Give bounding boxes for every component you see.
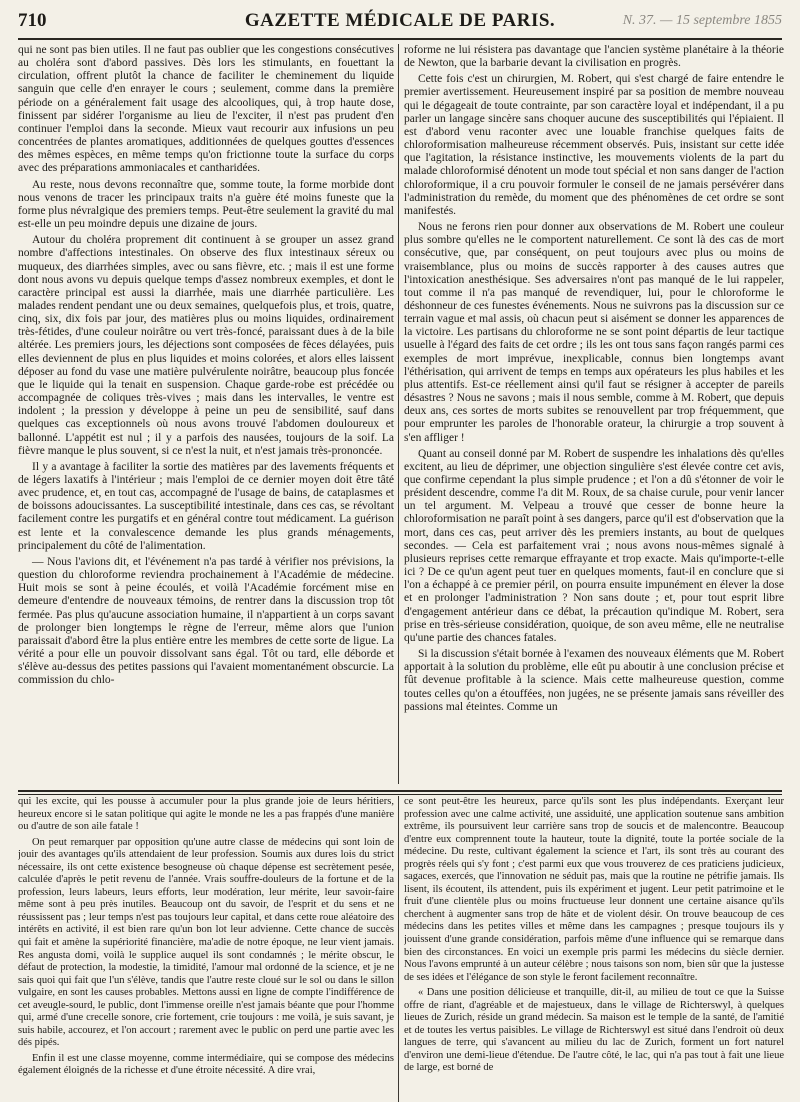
paragraph: roforme ne lui résistera pas davantage que l'ancien système planétaire à la théorie de Newton, que la barbarie devant la civilisation en progrès. (404, 44, 784, 70)
lower-right-column (404, 796, 784, 1102)
paragraph: Quant au conseil donné par M. Robert de suspendre les inhalations dès qu'elles excitent, au lieu de déprimer, une objection singulière s'est élevée contre cet avis, que confirme cependant la plus simple prudence ; et l'on a dû s'étonner de voir le président descendre, comme l'a dit M. Roux, de sa chaise curule, pour venir lancer un tel argument. M. Velpeau a trouvé que cesser de bonne heure la chloroformisation ne paraît point à ses dangers, parce qu'il est d'observation que la mort, dans ces cas, peut arriver dès les premiers instants, au bout de quelques secondes. — Cela est parfaitement vrai ; nous avons nous-mêmes signalé à plusieurs reprises cette remarque effrayante et trop exacte. Mais qu'importe-t-elle ici ? De ce qu'un agent peut tuer en quelques moments, faut-il en conclure que si l'on a échappé à ce premier péril, on pourra ensuite impunément en élever la dose et en prolonger l'administration ? Non sans doute ; et, pour tout esprit libre d'engagement antérieur dans ce débat, la précaution qu'indique M. Robert, sera prise en très-sérieuse considération, quoique, de son aveu même, elle ne neutralise qu'une partie des chances fatales. (404, 447, 784, 644)
paragraph: Si la discussion s'était bornée à l'examen des nouveaux éléments que M. Robert apportait à la solution du problème, elle eût pu aboutir à une conclusion précise et fût devenue profitable à la science. Mais cette malheureuse question, comme toutes celles qu'on a étouffées, non jugées, ne se présente jamais sans réveiller des passions mal éteintes. Comme un (404, 648, 784, 713)
bleed-through-date: N. 37. — 15 septembre 1855 (622, 13, 782, 28)
paragraph: Enfin il est une classe moyenne, comme intermédiaire, qui se compose des médecins également éloignés de la richesse et d'une étroite nécessité. A dire vrai, (18, 1052, 394, 1077)
paragraph: qui ne sont pas bien utiles. Il ne faut pas oublier que les congestions consécutives au choléra sont d'abord passives. Dès lors les stimulants, en fouettant la circulation, offrent plutôt la chance de faciliter le cheminement du liquide sanguin que celle d'en enrayer le cours ; seulement, comme dans la première période on a généralement fait usage des alcooliques, qui, à trop haute dose, finissent par sidérer l'organisme au lieu de l'exciter, il n'est pas prudent d'en continuer l'emploi dans la seconde. Mieux vaut recourir aux infusions un peu concentrées de plantes aromatiques, additionnées de quelques gouttes d'essences des mêmes espèces, en même temps qu'on frictionne toute la surface du corps avec des préparations ammoniacales et cantharidées. (18, 44, 394, 175)
paragraph: Nous ne ferons rien pour donner aux observations de M. Robert une couleur plus sombre qu'elles ne le comportent naturellement. Ce sont là des cas de mort consécutive, que, par conséquent, on peut toujours avec plus ou moins de vraisemblance, plus ou moins de succès rapporter à des causes autres que l'intoxication anesthésique. Ses adversaires n'ont pas manqué de le lui rappeler, tout comme il n'a pas manqué de revendiquer, lui, pour le chloroforme le déshonneur de ces funestes événements. Nous ne suivrons pas la discussion sur ce terrain vague et mal assis, où chacun peut si aisément se donner les apparences de la victoire. Les partisans du chloroforme ne se sont point départis de leur tactique usuelle à l'égard des faits de cet ordre ; ils les ont tous sans façon rangés parmi ces exemples de mort imprévue, inexplicable, connus bien longtemps avant l'éthérisation, qui arrivent de temps en temps aux opérateurs les plus habiles et les plus attentifs. Est-ce réellement ainsi qu'il faut se résigner à accepter de pareils désastres ? Nous ne savons ; mais il nous semble, comme à M. Robert, que depuis deux ans, ces sortes de morts subites se renouvellent par trop fréquemment, que pour emprunter les paroles de l'honorable orateur, la chirurgie a trop souvent à s'en affliger ! (404, 221, 784, 444)
header-rule (18, 38, 782, 40)
paragraph: Il y a avantage à faciliter la sortie des matières par des lavements fréquents et de légers laxatifs à l'intérieur ; mais l'emploi de ce dernier moyen doit être tâté avec prudence, et, en tout cas, accompagné de l'usage de bains, de cataplasmes et de boissons adoucissantes. La susceptibilité intestinale, dans ces cas, se révoltant facilement contre les purgatifs et en général contre tout médicament. La guérison est lente et la convalescence demande les plus grands ménagements, principalement du côté de l'alimentation. (18, 460, 394, 552)
upper-right-column (404, 44, 784, 788)
paragraph: qui les excite, qui les pousse à accumuler pour la plus grande joie de leurs héritiers, heureux encore si le satan politique qui agite le monde ne les a pas frappés d'une manière ou d'autre de son aile fatale ! (18, 796, 394, 833)
paragraph: Au reste, nous devons reconnaître que, somme toute, la forme morbide dont nous venons de tracer les principaux traits n'a guère été moins funeste que la forme plus névralgique des premiers temps. Peut-être seulement la gravité du mal est-elle un peu moindre depuis une dizaine de jours. (18, 178, 394, 231)
journal-title: GAZETTE MÉDICALE DE PARIS. (244, 10, 556, 31)
column-divider (398, 44, 399, 784)
page-header (18, 8, 782, 40)
section-rule-thin (18, 794, 782, 795)
paragraph: ce sont peut-être les heureux, parce qu'ils sont les plus indépendants. Exerçant leur profession avec une calme activité, une assiduité, une application soutenue sans ambition extrême, ils poursuivent leur carrière sans trop de soucis et de malencontre. Beaucoup d'entre eux comprennent toute la hauteur, toute la dignité, toute la portée sociale de la médecine. Du reste, cultivant également la science et l'art, ils sont très au courant des progrès réels qui s'y font ; c'est parmi eux que vous trouverez de ces praticiens judicieux, sagaces, exercés, que l'innovation ne séduit pas, mais que la routine ne pétrifie jamais. Ils lisent, ils écoutent, ils attendent, puis ils expériment et jugent. Leur petit patrimoine et le fruit d'une clientèle plus ou moins fructueuse leur donnent une certaine aisance qu'ils cherchent à augmenter sans trop de hâte et de violent désir. On trouve beaucoup de ces médecins dans les petites villes et même dans les campagnes ; presque toujours ils y jouissent d'une grande considération, parfois même d'une influence qui se remarque dans bien des circonstances. En voici un exemple pris parmi les médecins du siècle dernier. Nous l'avons emprunté à un auteur célèbre ; nous taisons son nom, bien sûr que la justesse de ses idées et l'élégance de son style le feront facilement reconnaître. (404, 796, 784, 983)
paragraph: Cette fois c'est un chirurgien, M. Robert, qui s'est chargé de faire entendre le premier avertissement. Heureusement inspiré par sa position de membre nouveau qui le dégageait de toute contrainte, par son caractère loyal et indépendant, il a pu parler un langage sincère sans choquer aucune des susceptibilités qui l'épiaient. Il est d'abord venu raconter avec une louable franchise quelques faits de chloroformisation malheureuse récemment observés. Puis, insistant sur cette idée que l'agitation, la résistance instinctive, les mouvements violents de la part du malade chloroformisé dénotent un mode tout spécial et non sans danger de l'action chloroformique, il a cru pouvoir formuler le conseil de ne jamais persévérer dans l'administration du remède, du moment que des phénomènes de cet ordre se sont manifestés. (404, 73, 784, 217)
paragraph: — Nous l'avions dit, et l'événement n'a pas tardé à vérifier nos prévisions, la question du chloroforme reviendra prochainement à l'Académie de médecine. Huit mois se sont à peine écoulés, et voilà l'Académie forcément mise en demeure d'entendre de nouveaux témoins, de rentrer dans la discussion trop tôt fermée. Pas plus qu'aucune association humaine, il n'appartient à un corps savant de prolonger bien longtemps le règne de l'erreur, même alors que l'union paraissait d'abord être la plus entière entre les membres de cette sorte de ligue. La vérité a pour elle un pouvoir dissolvant sans égal. Tôt ou tard, elle déborde et s'élève au-dessus des petites passions qui l'avaient momentanément obscurcie. La commission du chlo- (18, 555, 394, 687)
column-divider (398, 796, 399, 1102)
lower-left-column (18, 796, 394, 1102)
section-rule (18, 790, 782, 792)
paragraph: On peut remarquer par opposition qu'une autre classe de médecins qui sont loin de jouir des avantages qu'ils attendaient de leur profession. Soumis aux dures lois du strict nécessaire, ils ont cette existence besogneuse où chaque dépense est secrètement pesée, calculée d'après le petit revenu de l'année. Vrais souffre-douleurs de la fortune et de la profession, leurs labeurs, leurs efforts, leur modération, leur mérite, leur savoir-faire même sont à peu près inutiles. Beaucoup ont du savoir, de l'esprit et du sens et ne réussissent pas ; leur temps n'est pas toujours leur capital, et dans cette roue aléatoire des intérêts en activité, il est bien rare qu'un bon lot leur advienne. Cette chance de succès qui fait et amène la supériorité financière, ma'adie de notre époque, ne leur vient jamais. Res angusta domi, voilà le supplice auquel ils sont condamnés ; le mérite obscur, le défaut de protection, la modestie, la timidité, l'amour mal ordonné de la science, et je ne sais quoi qui fait que l'un s'élève, tandis que l'autre reste cloué sur le sol ou dans le sillon vulgaire, en sont les causes probables. Mettons aussi en ligne de compte l'indifférence de cet aveugle-sourd, le public, dont l'immense oreille n'est jamais béante que pour l'homme qui, armé d'une crecelle sonore, crie fortement, crie toujours : me voilà, je suis savant, je suis habile, accourez, et l'on accourt ; rarement avec le public on perd une partie avec les dés pipés. (18, 836, 394, 1049)
upper-left-column (18, 44, 394, 788)
paragraph: Autour du choléra proprement dit continuent à se grouper un assez grand nombre d'affections intestinales. On observe des flux intestinaux séreux ou muqueux, des diarrhées simples, avec ou sans fièvre, etc. ; mais il est une forme dont nous avons vu depuis quelque temps d'assez nombreux exemples, et dont le caractère principal est aussi la diarrhée, mais une diarrhée particulière. Les malades rendent pendant une ou deux semaines, quelquefois plus, et trois, quatre, cinq, six, dix fois par jour, des matières plus ou moins liquides, ordinairement très-fétides, d'une couleur noirâtre ou vert très-foncé, paraissant dues à de la bile altérée. Les premiers jours, les déjections sont composées de fèces délayées, puis elles deviennent de plus en plus liquides et moins colorées, et alors elles laissent déposer au fond du vase une matière pulvérulente noirâtre, beaucoup plus foncée que le liquide qui la tenait en suspension. Chaque garde-robe est précédée ou accompagnée de coliques très-vives ; mais dans les intervalles, le ventre est indolent ; la pression y développe à peine un peu de sensibilité, sauf dans quelques cas exceptionnels où nous avons trouvé l'abdomen douloureux et ballonné. L'appétit est nul ; il y a parfois des nausées, toujours de la soif. La fièvre manque le plus souvent, si ce n'est la nuit, et n'est jamais très-prononcée. (18, 234, 394, 457)
page-number: 710 (18, 10, 47, 31)
paragraph: « Dans une position délicieuse et tranquille, dit-il, au milieu de tout ce que la Suisse offre de riant, d'agréable et de majestueux, dans le village de Richterswyl, à quelques lieues de Zurich, réside un grand médecin. Sa maison est le temple de la santé, de l'amitié et de toutes les vertus paisibles. Le village de Richterswyl est situé dans l'endroit où deux langues de terre, qui s'avancent au milieu du lac de Zurich, forment un fort naturel d'environ une demi-lieue d'étendue. De l'autre côté, le lac, qui n'a pas tout à fait une lieue de large, est borné de (404, 987, 784, 1074)
